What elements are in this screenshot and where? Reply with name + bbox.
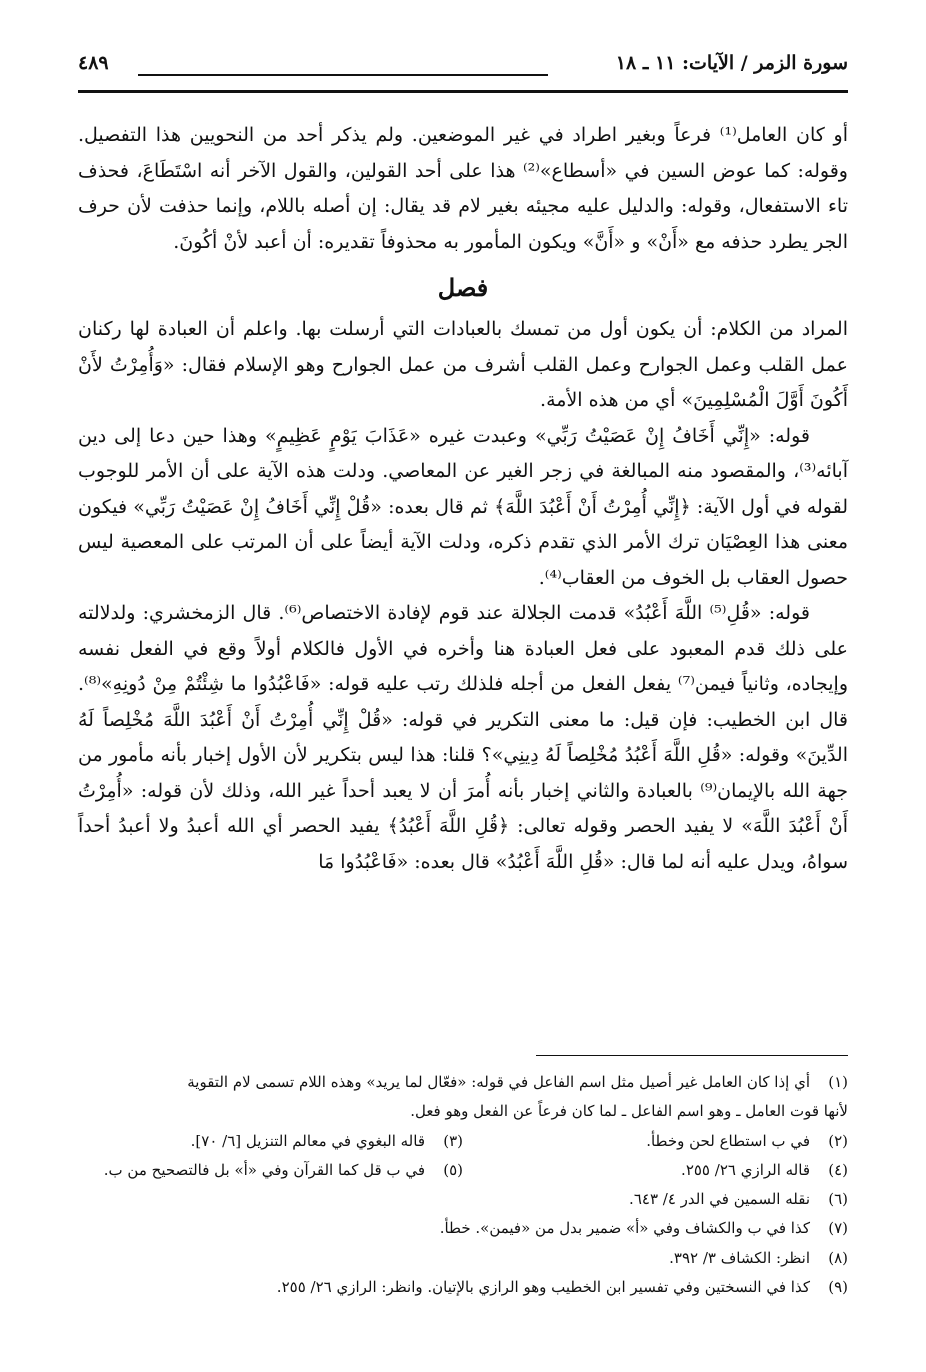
footnote-number: (١) [828, 1073, 848, 1091]
footnote-number: (٢) [828, 1131, 848, 1150]
paragraph-3: قوله: «إِنِّي أَخَافُ إِنْ عَصَيْتُ رَبِّي» وعبدت غيره «عَذَابَ يَوْمٍ عَظِيمٍ» وهذا حين دعا إلى دين آبائه⁽³⁾، والمقصود منه المبالغة في زجر الغير عن المعاصي. ودلت هذه الآية على أن الأمر للوجوب لقوله في أول الآية: ﴿إِنِّي أُمِرْتُ أَنْ أَعْبُدَ اللَّهَ﴾ ثم قال بعده: «قُلْ إِنِّي أَخَافُ إِنْ عَصَيْتُ رَبِّي» فيكون معنى هذا العِصْيَان ترك الأمر الذي تقدم ذكره، ودلت الآية أيضاً على أن المرتب على المعصية ليس حصول العقاب بل الخوف من العقاب⁽⁴⁾. [78, 424, 848, 589]
footnote-number: (٨) [828, 1248, 848, 1267]
section-heading: فصل [437, 273, 489, 302]
footnote-8 [78, 1244, 848, 1273]
page-number: ٤٨٩ [78, 52, 109, 74]
footnote-4 [463, 1156, 848, 1185]
footnote-text: انظر: الكشاف ٣/ ٣٩٢. [669, 1248, 810, 1267]
footnote-separator [536, 1055, 848, 1056]
footnote-9 [78, 1273, 848, 1302]
footnote-number: (٩) [828, 1278, 848, 1297]
footnote-number: (٦) [828, 1190, 848, 1209]
footnote-text: في ب قل كما القرآن وفي «أ» بل فالتصحيح من ب. [103, 1160, 425, 1179]
footnote-text: كذا في ب والكشاف وفي «أ» ضمير بدل من «فيمن». خطأ. [439, 1219, 810, 1238]
footnote-text: في ب استطاع لحن وخطأ. [646, 1131, 810, 1150]
footnote-row-4-5 [78, 1156, 848, 1185]
footnote-text: أي إذا كان العامل غير أصيل مثل اسم الفاعل في قوله: «فعّال لما يريد» وهذه اللام تسمى لام التقوية [187, 1073, 810, 1091]
paragraph-2: المراد من الكلام: أن يكون أول من تمسك بالعبادات التي أرسلت بها. واعلم أن العبادة لها ركنان عمل القلب وعمل الجوارح وعمل القلب أشرف من عمل الجوارح وهو الإسلام فقال: «وَأُمِرْتُ لأَنْ أَكُونَ أَوَّلَ الْمُسْلِمِينَ» أي من هذه الأمة. [78, 318, 848, 411]
header-thick-rule [78, 90, 848, 93]
page-header [78, 50, 848, 96]
header-thin-rule [138, 74, 548, 76]
paragraph-4: قوله: «قُلِ⁽⁵⁾ اللَّهَ أَعْبُدُ» قدمت الجلالة عند قوم لإفادة الاختصاص⁽⁶⁾. قال الزمخشري: ولدلالته على ذلك قدم المعبود على فعل العبادة هنا وأخره في الأول فالكلام أولاً وقع في الفعل نفسه وإيجاده، وثانياً فيمن⁽⁷⁾ يفعل الفعل من أجله فلذلك رتب عليه قوله: «فَاعْبُدُوا ما شِئْتُمْ مِنْ دُونِهِ»⁽⁸⁾. قال ابن الخطيب: فإن قيل: ما معنى التكرير في قوله: «قُلْ إِنِّي أُمِرْتُ أَنْ أَعْبُدَ اللَّهَ مُخْلِصاً لَهُ الدِّينَ» وقوله: «قُلِ اللَّهَ أَعْبُدُ مُخْلِصاً لَهُ دِينِي»؟ قلنا: هذا ليس بتكرير لأن الأول إخبار بأنه مأمور من جهة الله بالإيمان⁽⁹⁾ بالعبادة والثاني إخبار بأنه أُمرَ أن لا يعبد أحداً غير الله، وذلك لأن قوله: «أُمِرْتُ أَنْ أَعْبُدَ اللَّهَ» لا يفيد الحصر وقوله تعالى: ﴿قُلِ اللَّهَ أَعْبُدُ﴾ يفيد الحصر أي الله أعبدُ ولا أعبدُ أحداً سواهُ، ويدل عليه أنه لما قال: «قُلِ اللَّهَ أَعْبُدُ» قال بعده: «فَاعْبُدُوا مَا [78, 602, 848, 873]
footnote-number: (٧) [828, 1219, 848, 1238]
footnote-2 [463, 1127, 848, 1156]
footnotes [78, 1068, 848, 1302]
footnote-text: كذا في النسختين وفي تفسير ابن الخطيب وهو الرازي بالإتيان. وانظر: الرازي ٢٦/ ٢٥٥. [276, 1278, 810, 1297]
footnote-text: قاله البغوي في معالم التنزيل [٦/ ٧٠]. [190, 1131, 425, 1150]
footnote-text: لأنها قوت العامل ـ وهو اسم الفاعل ـ لما كان فرعاً عن الفعل وهو فعل. [410, 1102, 848, 1121]
footnote-6 [78, 1185, 848, 1214]
footnote-text: نقله السمين في الدر ٤/ ٦٤٣. [629, 1190, 810, 1209]
footnote-1 [78, 1068, 848, 1097]
footnote-number: (٣) [443, 1131, 463, 1150]
footnote-row-2-3 [78, 1127, 848, 1156]
running-title: سورة الزمر / الآيات: ١١ ـ ١٨ [615, 52, 848, 74]
footnote-number: (٤) [828, 1160, 848, 1179]
footnote-3 [78, 1127, 463, 1156]
footnote-text: قاله الرازي ٢٦/ ٢٥٥. [681, 1160, 810, 1179]
paragraph-1: أو كان العامل⁽¹⁾ فرعاً وبغير اطراد في غير الموضعين. ولم يذكر أحد من النحويين هذا التفصيل. وقوله: كما عوض السين في «أسطاع»⁽²⁾ هذا على أحد القولين، والقول الآخر أنه اسْتَطَاعَ، فحذف تاء الاستفعال، وقوله: والدليل عليه مجيئه بغير لام قد يقال: إن أصله باللام، وإنما حذفت لأن حرف الجر يطرد حذفه مع «أَنْ» و «أَنَّ» ويكون المأمور به محذوفاً تقديره: أن أعبد لأنْ أكُونَ. [78, 124, 849, 253]
footnote-5 [78, 1156, 463, 1185]
footnote-1-continued [78, 1097, 848, 1126]
footnote-number: (٥) [443, 1160, 463, 1179]
main-text [78, 118, 848, 880]
footnote-7 [78, 1214, 848, 1243]
